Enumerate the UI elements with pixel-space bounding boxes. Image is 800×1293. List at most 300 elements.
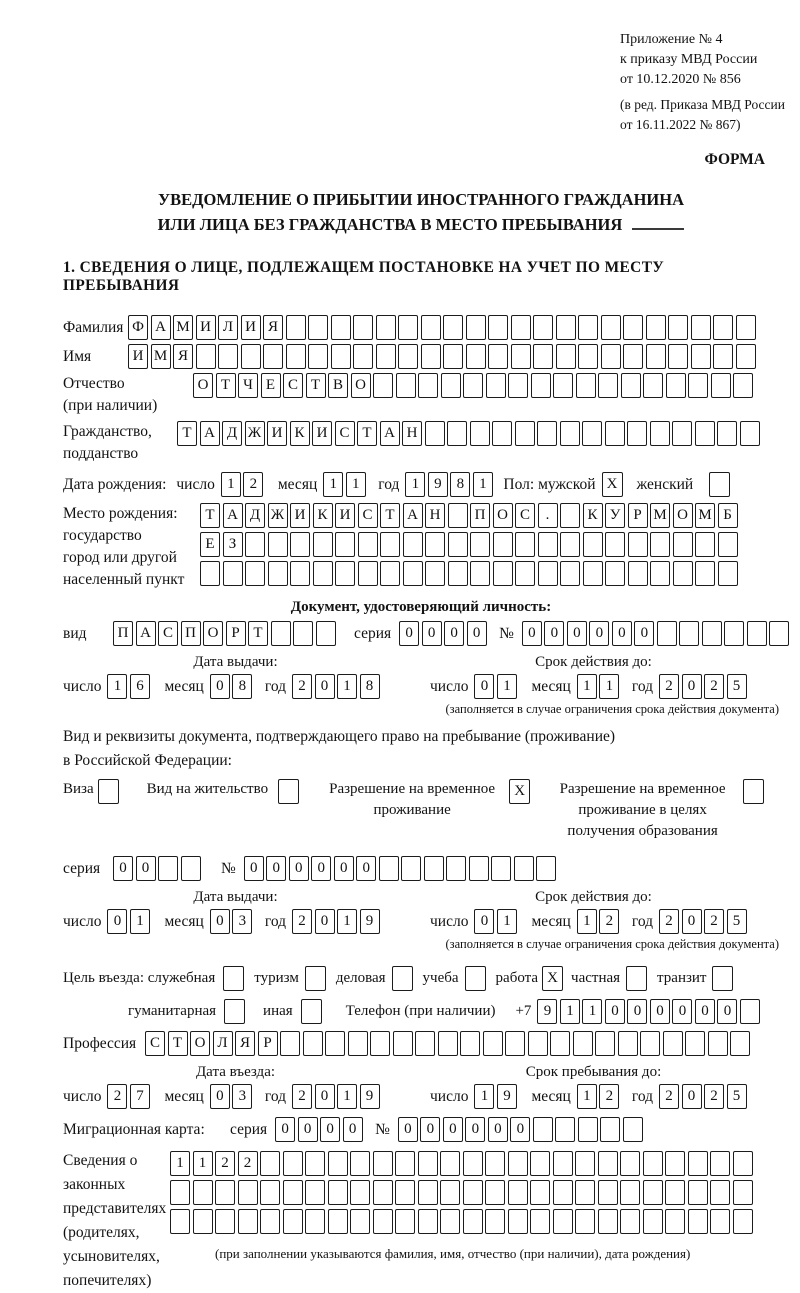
char-cell[interactable]: . <box>538 503 558 528</box>
char-cell[interactable]: 0 <box>695 999 715 1024</box>
char-cell[interactable]: К <box>290 421 310 446</box>
char-cell[interactable]: Р <box>226 621 246 646</box>
doc-valid-year-cells[interactable] <box>659 674 749 699</box>
char-cell[interactable]: 5 <box>727 1084 747 1109</box>
char-cell[interactable] <box>555 1117 575 1142</box>
char-cell[interactable] <box>657 621 677 646</box>
char-cell[interactable] <box>663 1031 683 1056</box>
char-cell[interactable]: 0 <box>605 999 625 1024</box>
char-cell[interactable] <box>376 315 396 340</box>
char-cell[interactable] <box>576 373 596 398</box>
permit-valid-day-cells[interactable] <box>474 909 519 934</box>
doc-number-cells[interactable] <box>522 621 792 646</box>
char-cell[interactable] <box>421 344 441 369</box>
doc-issue-year-cells[interactable] <box>292 674 382 699</box>
char-cell[interactable] <box>280 1031 300 1056</box>
stay-year-cells[interactable] <box>659 1084 749 1109</box>
char-cell[interactable] <box>672 421 692 446</box>
char-cell[interactable] <box>695 421 715 446</box>
char-cell[interactable] <box>553 1151 573 1176</box>
char-cell[interactable]: 0 <box>334 856 354 881</box>
char-cell[interactable]: К <box>313 503 333 528</box>
char-cell[interactable]: 2 <box>292 1084 312 1109</box>
char-cell[interactable]: К <box>583 503 603 528</box>
char-cell[interactable] <box>403 532 423 557</box>
char-cell[interactable] <box>623 315 643 340</box>
char-cell[interactable]: 0 <box>465 1117 485 1142</box>
char-cell[interactable]: Д <box>222 421 242 446</box>
char-cell[interactable]: О <box>351 373 371 398</box>
char-cell[interactable] <box>640 1031 660 1056</box>
char-cell[interactable] <box>736 315 756 340</box>
char-cell[interactable]: 0 <box>107 909 127 934</box>
char-cell[interactable] <box>424 856 444 881</box>
char-cell[interactable] <box>260 1151 280 1176</box>
char-cell[interactable] <box>621 373 641 398</box>
char-cell[interactable]: 0 <box>634 621 654 646</box>
char-cell[interactable] <box>573 1031 593 1056</box>
char-cell[interactable] <box>469 856 489 881</box>
char-cell[interactable]: 0 <box>210 1084 230 1109</box>
char-cell[interactable] <box>348 1031 368 1056</box>
char-cell[interactable]: Т <box>380 503 400 528</box>
char-cell[interactable] <box>268 532 288 557</box>
char-cell[interactable]: 6 <box>130 674 150 699</box>
char-cell[interactable] <box>733 1151 753 1176</box>
char-cell[interactable]: И <box>196 315 216 340</box>
char-cell[interactable] <box>215 1209 235 1234</box>
char-cell[interactable] <box>331 344 351 369</box>
visa-checkbox[interactable] <box>98 779 119 804</box>
char-cell[interactable] <box>486 373 506 398</box>
char-cell[interactable] <box>665 1209 685 1234</box>
char-cell[interactable]: 2 <box>599 1084 619 1109</box>
char-cell[interactable]: 1 <box>170 1151 190 1176</box>
char-cell[interactable]: М <box>151 344 171 369</box>
char-cell[interactable] <box>215 1180 235 1205</box>
char-cell[interactable] <box>713 344 733 369</box>
char-cell[interactable] <box>440 1209 460 1234</box>
char-cell[interactable]: 0 <box>315 1084 335 1109</box>
char-cell[interactable] <box>598 1180 618 1205</box>
char-cell[interactable]: В <box>328 373 348 398</box>
char-cell[interactable] <box>537 421 557 446</box>
char-cell[interactable] <box>303 1031 323 1056</box>
purpose-business-checkbox[interactable] <box>392 966 413 991</box>
char-cell[interactable] <box>373 373 393 398</box>
char-cell[interactable] <box>556 315 576 340</box>
char-cell[interactable] <box>538 532 558 557</box>
char-cell[interactable]: 0 <box>244 856 264 881</box>
char-cell[interactable] <box>313 561 333 586</box>
char-cell[interactable]: 0 <box>717 999 737 1024</box>
char-cell[interactable]: 0 <box>136 856 156 881</box>
char-cell[interactable]: 5 <box>727 674 747 699</box>
char-cell[interactable]: 0 <box>474 909 494 934</box>
char-cell[interactable]: 1 <box>337 674 357 699</box>
given-name-cells[interactable] <box>128 344 758 369</box>
doc-series-cells[interactable] <box>399 621 489 646</box>
char-cell[interactable]: 2 <box>659 1084 679 1109</box>
char-cell[interactable]: 0 <box>113 856 133 881</box>
char-cell[interactable]: 5 <box>727 909 747 934</box>
purpose-private-checkbox[interactable] <box>626 966 647 991</box>
char-cell[interactable]: 2 <box>215 1151 235 1176</box>
char-cell[interactable]: 9 <box>360 909 380 934</box>
patronymic-cells[interactable] <box>193 373 756 398</box>
char-cell[interactable] <box>425 532 445 557</box>
char-cell[interactable] <box>718 532 738 557</box>
char-cell[interactable]: Я <box>235 1031 255 1056</box>
char-cell[interactable]: П <box>470 503 490 528</box>
char-cell[interactable] <box>170 1180 190 1205</box>
char-cell[interactable] <box>560 532 580 557</box>
char-cell[interactable] <box>485 1209 505 1234</box>
char-cell[interactable]: С <box>158 621 178 646</box>
char-cell[interactable] <box>724 621 744 646</box>
char-cell[interactable]: 0 <box>311 856 331 881</box>
char-cell[interactable] <box>485 1151 505 1176</box>
char-cell[interactable] <box>325 1031 345 1056</box>
char-cell[interactable] <box>620 1209 640 1234</box>
permit-issue-year-cells[interactable] <box>292 909 382 934</box>
char-cell[interactable] <box>283 1180 303 1205</box>
char-cell[interactable] <box>463 1151 483 1176</box>
char-cell[interactable]: 1 <box>473 472 493 497</box>
char-cell[interactable] <box>508 1180 528 1205</box>
char-cell[interactable]: О <box>190 1031 210 1056</box>
char-cell[interactable] <box>393 1031 413 1056</box>
char-cell[interactable] <box>717 421 737 446</box>
char-cell[interactable]: 0 <box>315 909 335 934</box>
char-cell[interactable]: 0 <box>474 674 494 699</box>
char-cell[interactable] <box>443 315 463 340</box>
char-cell[interactable]: Р <box>258 1031 278 1056</box>
char-cell[interactable] <box>550 1031 570 1056</box>
char-cell[interactable] <box>463 1209 483 1234</box>
char-cell[interactable] <box>260 1209 280 1234</box>
char-cell[interactable]: С <box>335 421 355 446</box>
char-cell[interactable] <box>668 315 688 340</box>
char-cell[interactable] <box>582 421 602 446</box>
char-cell[interactable]: 0 <box>682 674 702 699</box>
char-cell[interactable]: О <box>673 503 693 528</box>
char-cell[interactable] <box>328 1180 348 1205</box>
char-cell[interactable]: 9 <box>360 1084 380 1109</box>
char-cell[interactable]: 0 <box>467 621 487 646</box>
male-checkbox[interactable]: X <box>602 472 623 497</box>
char-cell[interactable] <box>260 1180 280 1205</box>
char-cell[interactable]: 2 <box>292 909 312 934</box>
char-cell[interactable] <box>331 315 351 340</box>
female-checkbox[interactable] <box>709 472 730 497</box>
stay-month-cells[interactable] <box>577 1084 622 1109</box>
char-cell[interactable] <box>688 1180 708 1205</box>
char-cell[interactable] <box>560 503 580 528</box>
char-cell[interactable] <box>627 421 647 446</box>
legal-reps-row3-cells[interactable] <box>170 1209 755 1234</box>
char-cell[interactable] <box>515 532 535 557</box>
char-cell[interactable] <box>578 344 598 369</box>
char-cell[interactable] <box>710 1151 730 1176</box>
char-cell[interactable]: 2 <box>659 909 679 934</box>
char-cell[interactable]: А <box>151 315 171 340</box>
char-cell[interactable]: Н <box>425 503 445 528</box>
temp-residence-checkbox[interactable]: X <box>509 779 530 804</box>
char-cell[interactable]: И <box>312 421 332 446</box>
char-cell[interactable] <box>600 1117 620 1142</box>
char-cell[interactable] <box>268 561 288 586</box>
char-cell[interactable] <box>733 373 753 398</box>
char-cell[interactable] <box>488 315 508 340</box>
char-cell[interactable]: 0 <box>672 999 692 1024</box>
char-cell[interactable]: 1 <box>497 909 517 934</box>
char-cell[interactable] <box>623 1117 643 1142</box>
char-cell[interactable] <box>485 1180 505 1205</box>
surname-cells[interactable] <box>128 315 758 340</box>
char-cell[interactable]: 2 <box>599 909 619 934</box>
char-cell[interactable] <box>460 1031 480 1056</box>
birthplace-row3-cells[interactable] <box>200 561 740 586</box>
char-cell[interactable] <box>605 421 625 446</box>
char-cell[interactable] <box>335 561 355 586</box>
char-cell[interactable] <box>379 856 399 881</box>
char-cell[interactable] <box>492 421 512 446</box>
char-cell[interactable] <box>466 315 486 340</box>
char-cell[interactable] <box>511 344 531 369</box>
char-cell[interactable]: О <box>203 621 223 646</box>
char-cell[interactable] <box>193 1209 213 1234</box>
char-cell[interactable]: Е <box>261 373 281 398</box>
char-cell[interactable]: 0 <box>210 909 230 934</box>
citizenship-cells[interactable] <box>177 421 762 446</box>
char-cell[interactable]: З <box>223 532 243 557</box>
char-cell[interactable] <box>691 315 711 340</box>
char-cell[interactable]: 1 <box>193 1151 213 1176</box>
char-cell[interactable]: 1 <box>130 909 150 934</box>
char-cell[interactable] <box>708 1031 728 1056</box>
char-cell[interactable]: 8 <box>360 674 380 699</box>
char-cell[interactable]: Б <box>718 503 738 528</box>
char-cell[interactable]: 0 <box>398 1117 418 1142</box>
char-cell[interactable] <box>313 532 333 557</box>
char-cell[interactable]: 1 <box>107 674 127 699</box>
char-cell[interactable]: 0 <box>589 621 609 646</box>
char-cell[interactable] <box>238 1180 258 1205</box>
char-cell[interactable] <box>398 315 418 340</box>
char-cell[interactable]: 8 <box>450 472 470 497</box>
char-cell[interactable] <box>376 344 396 369</box>
char-cell[interactable] <box>665 1180 685 1205</box>
char-cell[interactable] <box>271 621 291 646</box>
char-cell[interactable]: Я <box>173 344 193 369</box>
char-cell[interactable] <box>650 561 670 586</box>
char-cell[interactable]: 0 <box>650 999 670 1024</box>
char-cell[interactable] <box>691 344 711 369</box>
char-cell[interactable] <box>335 532 355 557</box>
char-cell[interactable] <box>695 561 715 586</box>
char-cell[interactable] <box>515 421 535 446</box>
char-cell[interactable] <box>196 344 216 369</box>
char-cell[interactable] <box>425 561 445 586</box>
entry-month-cells[interactable] <box>210 1084 255 1109</box>
legal-reps-row2-cells[interactable] <box>170 1180 755 1205</box>
char-cell[interactable] <box>308 315 328 340</box>
char-cell[interactable] <box>223 561 243 586</box>
char-cell[interactable] <box>305 1209 325 1234</box>
char-cell[interactable] <box>601 344 621 369</box>
phone-cells[interactable] <box>537 999 762 1024</box>
char-cell[interactable] <box>358 532 378 557</box>
char-cell[interactable]: 2 <box>292 674 312 699</box>
char-cell[interactable]: И <box>241 315 261 340</box>
char-cell[interactable] <box>293 621 313 646</box>
char-cell[interactable] <box>508 373 528 398</box>
char-cell[interactable]: 0 <box>627 999 647 1024</box>
char-cell[interactable]: Р <box>628 503 648 528</box>
char-cell[interactable] <box>515 561 535 586</box>
char-cell[interactable]: 2 <box>243 472 263 497</box>
char-cell[interactable]: 0 <box>343 1117 363 1142</box>
char-cell[interactable] <box>556 344 576 369</box>
char-cell[interactable]: Т <box>168 1031 188 1056</box>
char-cell[interactable]: Т <box>357 421 377 446</box>
char-cell[interactable] <box>553 1180 573 1205</box>
char-cell[interactable]: 0 <box>356 856 376 881</box>
char-cell[interactable] <box>290 532 310 557</box>
char-cell[interactable] <box>514 856 534 881</box>
char-cell[interactable] <box>193 1180 213 1205</box>
char-cell[interactable] <box>673 532 693 557</box>
char-cell[interactable] <box>666 373 686 398</box>
char-cell[interactable] <box>328 1151 348 1176</box>
char-cell[interactable] <box>730 1031 750 1056</box>
permit-valid-year-cells[interactable] <box>659 909 749 934</box>
char-cell[interactable] <box>483 1031 503 1056</box>
char-cell[interactable] <box>533 315 553 340</box>
char-cell[interactable] <box>403 561 423 586</box>
char-cell[interactable] <box>643 1151 663 1176</box>
permit-number-cells[interactable] <box>244 856 559 881</box>
char-cell[interactable] <box>511 315 531 340</box>
char-cell[interactable] <box>380 532 400 557</box>
stay-day-cells[interactable] <box>474 1084 519 1109</box>
legal-reps-row1-cells[interactable] <box>170 1151 755 1176</box>
char-cell[interactable]: 9 <box>537 999 557 1024</box>
char-cell[interactable] <box>305 1180 325 1205</box>
char-cell[interactable] <box>695 532 715 557</box>
char-cell[interactable] <box>491 856 511 881</box>
char-cell[interactable]: 0 <box>315 674 335 699</box>
char-cell[interactable] <box>425 421 445 446</box>
char-cell[interactable]: 0 <box>420 1117 440 1142</box>
char-cell[interactable] <box>747 621 767 646</box>
purpose-study-checkbox[interactable] <box>465 966 486 991</box>
char-cell[interactable]: 1 <box>323 472 343 497</box>
char-cell[interactable]: 1 <box>577 674 597 699</box>
char-cell[interactable] <box>685 1031 705 1056</box>
char-cell[interactable] <box>415 1031 435 1056</box>
char-cell[interactable] <box>508 1209 528 1234</box>
char-cell[interactable] <box>583 561 603 586</box>
char-cell[interactable] <box>688 1151 708 1176</box>
char-cell[interactable]: 0 <box>544 621 564 646</box>
doc-kind-cells[interactable] <box>113 621 338 646</box>
char-cell[interactable] <box>668 344 688 369</box>
char-cell[interactable]: 7 <box>130 1084 150 1109</box>
char-cell[interactable]: И <box>335 503 355 528</box>
char-cell[interactable] <box>508 1151 528 1176</box>
char-cell[interactable] <box>373 1209 393 1234</box>
char-cell[interactable] <box>395 1209 415 1234</box>
char-cell[interactable] <box>493 532 513 557</box>
char-cell[interactable]: Ж <box>268 503 288 528</box>
char-cell[interactable]: Т <box>248 621 268 646</box>
char-cell[interactable]: 0 <box>320 1117 340 1142</box>
char-cell[interactable]: П <box>113 621 133 646</box>
char-cell[interactable]: 0 <box>488 1117 508 1142</box>
char-cell[interactable] <box>605 532 625 557</box>
char-cell[interactable] <box>718 561 738 586</box>
char-cell[interactable]: И <box>128 344 148 369</box>
char-cell[interactable]: Т <box>216 373 236 398</box>
char-cell[interactable] <box>702 621 722 646</box>
char-cell[interactable] <box>740 999 760 1024</box>
char-cell[interactable] <box>443 344 463 369</box>
char-cell[interactable] <box>373 1151 393 1176</box>
char-cell[interactable] <box>598 373 618 398</box>
char-cell[interactable] <box>650 421 670 446</box>
char-cell[interactable]: С <box>283 373 303 398</box>
birthplace-row1-cells[interactable] <box>200 503 740 528</box>
mig-series-cells[interactable] <box>275 1117 365 1142</box>
char-cell[interactable] <box>710 1180 730 1205</box>
char-cell[interactable]: 1 <box>337 1084 357 1109</box>
char-cell[interactable]: А <box>136 621 156 646</box>
char-cell[interactable]: Т <box>306 373 326 398</box>
char-cell[interactable] <box>598 1209 618 1234</box>
char-cell[interactable]: И <box>267 421 287 446</box>
char-cell[interactable] <box>493 561 513 586</box>
doc-valid-day-cells[interactable] <box>474 674 519 699</box>
char-cell[interactable] <box>263 344 283 369</box>
char-cell[interactable]: 0 <box>567 621 587 646</box>
purpose-humanitarian-checkbox[interactable] <box>224 999 245 1024</box>
char-cell[interactable] <box>398 344 418 369</box>
char-cell[interactable] <box>448 503 468 528</box>
char-cell[interactable]: А <box>200 421 220 446</box>
char-cell[interactable] <box>286 315 306 340</box>
char-cell[interactable] <box>531 373 551 398</box>
char-cell[interactable]: С <box>145 1031 165 1056</box>
char-cell[interactable]: П <box>181 621 201 646</box>
char-cell[interactable] <box>380 561 400 586</box>
char-cell[interactable] <box>646 315 666 340</box>
char-cell[interactable] <box>643 1209 663 1234</box>
residence-permit-checkbox[interactable] <box>278 779 299 804</box>
char-cell[interactable]: 0 <box>682 1084 702 1109</box>
char-cell[interactable] <box>245 532 265 557</box>
char-cell[interactable]: 2 <box>704 1084 724 1109</box>
doc-valid-month-cells[interactable] <box>577 674 622 699</box>
char-cell[interactable] <box>665 1151 685 1176</box>
char-cell[interactable] <box>560 561 580 586</box>
char-cell[interactable]: С <box>515 503 535 528</box>
char-cell[interactable]: 3 <box>232 909 252 934</box>
char-cell[interactable]: 9 <box>497 1084 517 1109</box>
char-cell[interactable] <box>713 315 733 340</box>
char-cell[interactable] <box>646 344 666 369</box>
